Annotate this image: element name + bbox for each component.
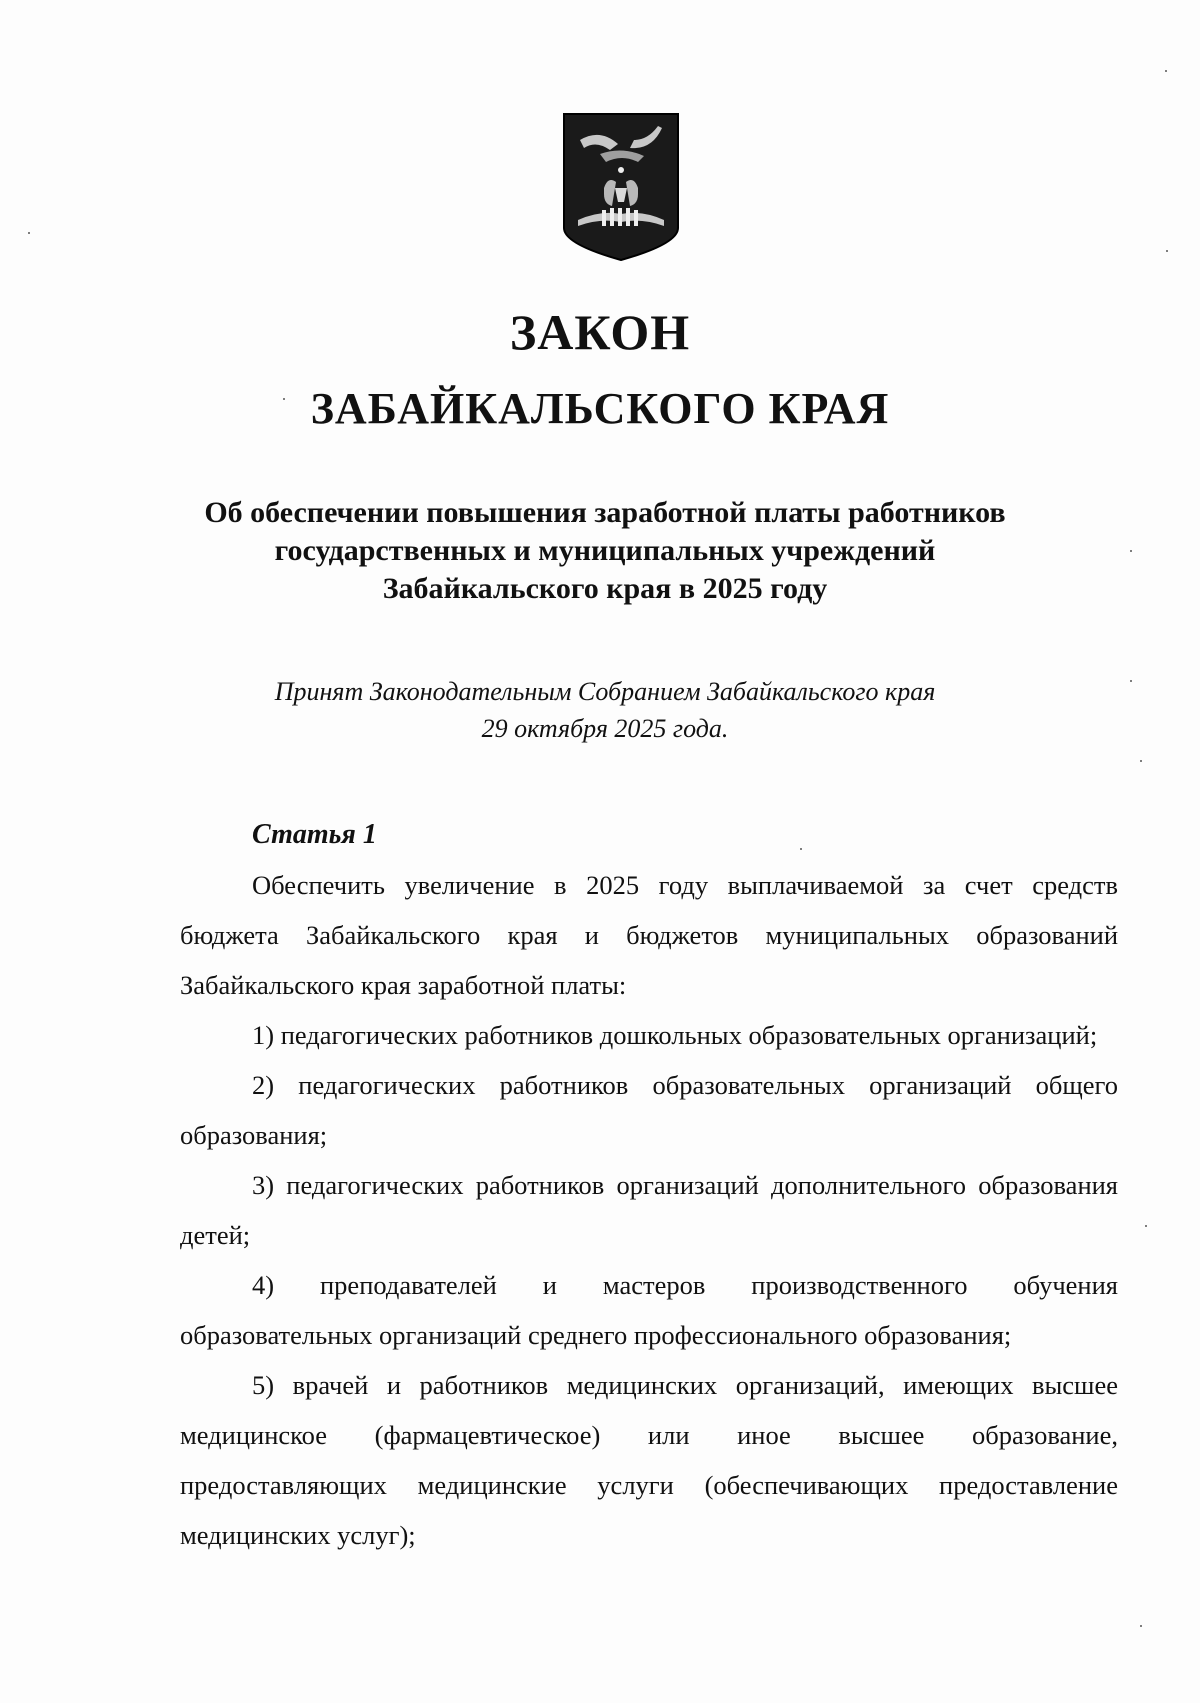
adoption-note	[150, 673, 1060, 747]
list-item: 4) преподавателей и мастеров производственного обучения образовательных организаций среднего профессионального образования;	[180, 1270, 1118, 1350]
adoption-line: 29 октября 2025 года.	[481, 714, 729, 743]
scan-speck	[28, 232, 30, 234]
list-item: 3) педагогических работников организаций дополнительного образования детей;	[180, 1170, 1118, 1250]
intro-paragraph: Обеспечить увеличение в 2025 году выплачиваемой за счет средств бюджета Забайкальского края и бюджетов муниципальных образований Забайкальского края заработной платы:	[180, 870, 1118, 1000]
region-title: ЗАБАЙКАЛЬСКОГО КРАЯ	[310, 384, 890, 433]
scan-speck	[1130, 680, 1132, 682]
article-items-list	[180, 1010, 1118, 1560]
law-subject	[150, 494, 1060, 608]
law-title: ЗАКОН	[509, 304, 691, 360]
scan-speck	[1145, 1225, 1147, 1227]
list-item: 1) педагогических работников дошкольных образовательных организаций;	[252, 1020, 1098, 1050]
subject-line: государственных и муниципальных учреждений	[274, 534, 936, 567]
scan-speck	[1140, 1625, 1142, 1627]
adoption-line: Принят Законодательным Собранием Забайкальского края	[274, 677, 936, 706]
article-intro	[180, 860, 1118, 1010]
list-item: 5) врачей и работников медицинских организаций, имеющих высшее медицинское (фармацевтическое) или иное высшее образование, предоставляющих медицинские услуги (обеспечивающих предоставление медицинских услуг);	[180, 1370, 1118, 1550]
scan-speck	[1166, 250, 1168, 252]
subject-line: Забайкальского края в 2025 году	[382, 572, 828, 605]
coat-of-arms-icon	[560, 110, 682, 262]
scan-speck	[1165, 70, 1167, 72]
scan-speck	[283, 398, 285, 400]
scan-speck	[800, 848, 802, 850]
list-item: 2) педагогических работников образовательных организаций общего образования;	[180, 1070, 1118, 1150]
article-heading: Статья 1	[252, 819, 377, 850]
subject-line: Об обеспечении повышения заработной платы работников	[204, 496, 1006, 529]
scan-speck	[1140, 760, 1142, 762]
scan-speck	[1130, 550, 1132, 552]
